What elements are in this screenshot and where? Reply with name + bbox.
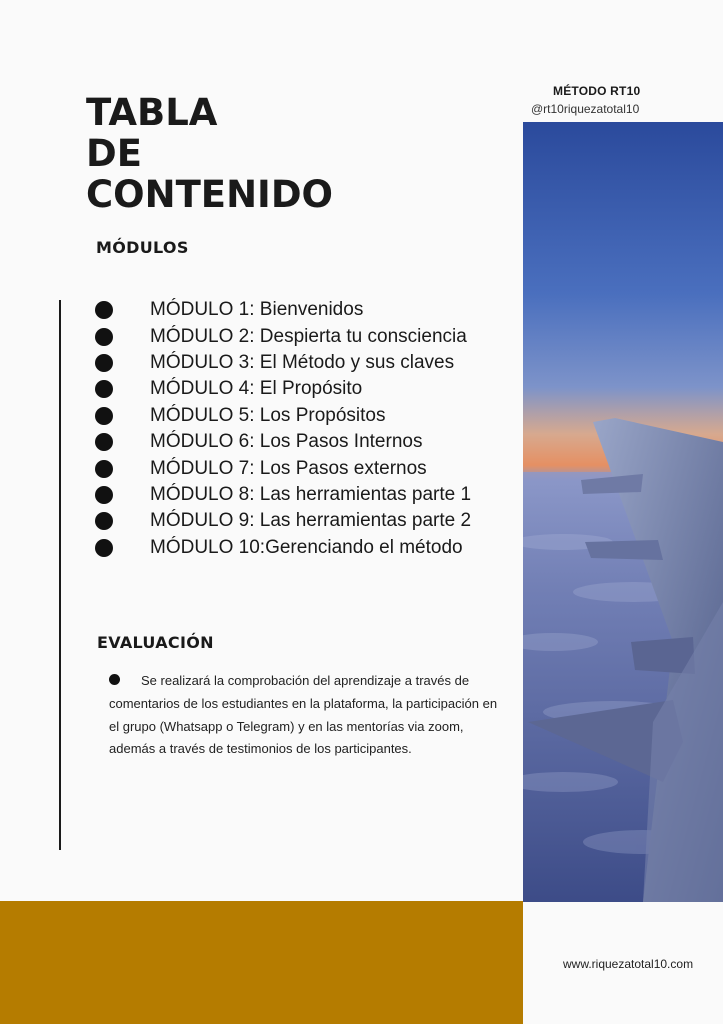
- list-item: [95, 376, 471, 402]
- module-label: MÓDULO 3: El Método y sus claves: [150, 351, 455, 373]
- evaluation-text: Se realizará la comprobación del aprendizaje a través de comentarios de los estudiantes en la plataforma, la participación en el grupo (Whatsapp o Telegram) y en las mentorías via zoom, además a través de testimonios de los participantes.: [109, 673, 498, 757]
- airplane-wing-photo: [523, 122, 723, 902]
- social-handle: @rt10riquezatotal10: [531, 102, 640, 116]
- module-label: MÓDULO 8: Las herramientas parte 1: [150, 483, 472, 505]
- title-line-1: TABLA: [86, 91, 218, 134]
- bullet-icon: [95, 407, 113, 425]
- title-line-3: CONTENIDO: [86, 173, 333, 216]
- list-item: [95, 297, 471, 323]
- module-label: MÓDULO 5: Los Propósitos: [150, 404, 386, 426]
- module-label: MÓDULO 1: Bienvenidos: [150, 299, 364, 321]
- bullet-icon: [95, 433, 113, 451]
- bullet-icon: [95, 486, 113, 504]
- module-label: MÓDULO 6: Los Pasos Internos: [150, 431, 423, 453]
- bullet-icon: [95, 380, 113, 398]
- list-item: [95, 323, 471, 349]
- bullet-icon: [95, 354, 113, 372]
- module-label: MÓDULO 4: El Propósito: [150, 378, 363, 400]
- bullet-icon: [95, 328, 113, 346]
- page-title: [86, 92, 333, 215]
- bullet-icon: [95, 301, 113, 319]
- bullet-icon: [95, 512, 113, 530]
- list-item: [95, 508, 471, 534]
- module-label: MÓDULO 2: Despierta tu consciencia: [150, 325, 467, 347]
- module-label: MÓDULO 9: Las herramientas parte 2: [150, 510, 472, 532]
- vertical-divider: [59, 300, 61, 850]
- bullet-icon: [109, 674, 120, 685]
- bullet-icon: [95, 539, 113, 557]
- bullet-icon: [95, 460, 113, 478]
- list-item: [95, 403, 471, 429]
- brand-name: MÉTODO RT10: [553, 84, 641, 98]
- list-item: [95, 535, 471, 561]
- list-item: [95, 482, 471, 508]
- modules-heading: MÓDULOS: [96, 238, 189, 257]
- list-item: [95, 350, 471, 376]
- evaluation-paragraph: [109, 670, 509, 761]
- list-item: [95, 429, 471, 455]
- module-label: MÓDULO 10:Gerenciando el método: [150, 536, 463, 558]
- title-line-2: DE: [86, 132, 142, 175]
- module-label: MÓDULO 7: Los Pasos externos: [150, 457, 427, 479]
- list-item: [95, 455, 471, 481]
- website-url: www.riquezatotal10.com: [563, 957, 694, 971]
- evaluation-heading: EVALUACIÓN: [97, 633, 214, 652]
- footer-accent-bar: [0, 901, 523, 1024]
- module-list: [95, 297, 471, 561]
